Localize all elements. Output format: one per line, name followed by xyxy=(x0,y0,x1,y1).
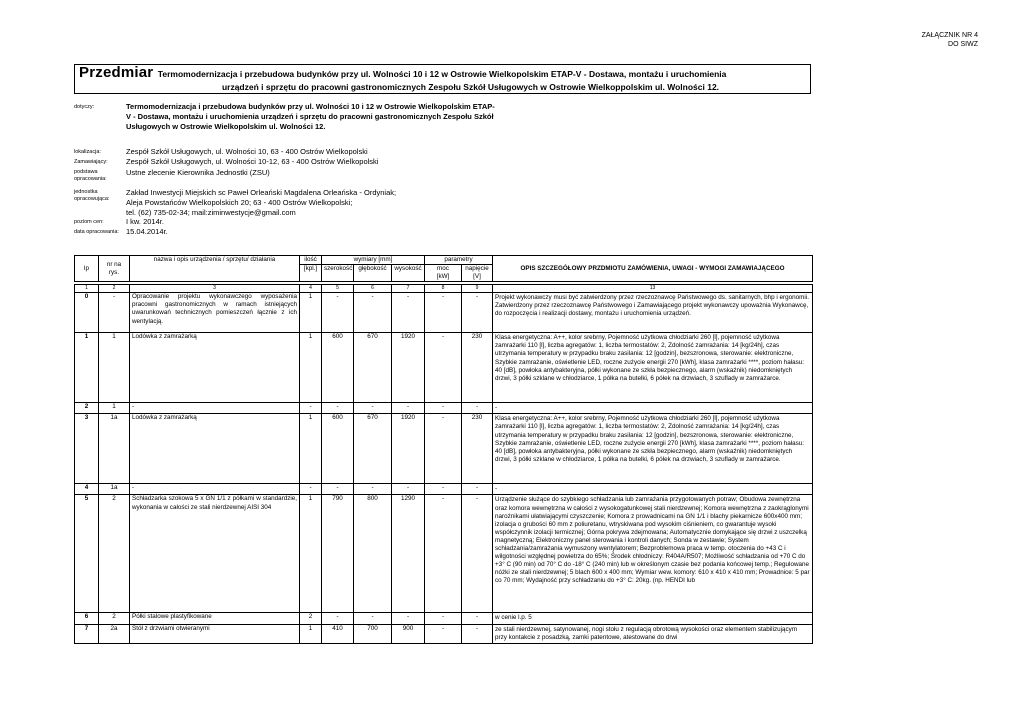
col-number: 3 xyxy=(130,285,300,293)
col-number: 5 xyxy=(322,285,354,293)
cell-width: - xyxy=(322,403,354,414)
col-header-qty-unit: [kpl.] xyxy=(300,265,322,282)
col-header-power xyxy=(425,265,462,282)
table-row xyxy=(75,333,813,403)
header-row-1 xyxy=(75,256,813,265)
basis-label-line1: podstawa xyxy=(74,169,98,175)
voltage-label: napięcie xyxy=(465,265,489,273)
cell-desc: Urządzenie służące do szybkiego schładzania lub zamrażania przygotowanych potraw; Obudowa zewnętrzna oraz komora wewnętrzna w całości z wysokogatunkowej stali nierdzewnej; Komora wewnętrzna z zaokrąglonymi narożnikami ułatwiającymi czyszczenie; Komora z prowadnicami na GN 1/1 i blachy piekarnicze 600x400 mm; izolacja o grubości 60 mm z poliuretanu, wtryskiwana pod wysokim ciśnieniem, co gwarantuje wysoki współczynnik izolacji termicznej; Górna pokrywa zdejmowana; Automatycznie domykające się drzwi z uszczelką magnetyczną; Elektroniczny panel sterowania i kontroli danych; Sonda w zestawie; System schładzania/zamrażania wymuszony wentylatorem; Bezproblemowa praca w temp. otoczenia do +43 C i wilgotności względnej powietrza do 65%; Środek chłodniczy: R404A/R507; Możliwość schładzania od +70 C do +3° C (90 min) od 70° C do -18° C (240 min) lub w określonym czasie bez podania końcowej temp.; Regulowane nóżki ze stali nierdzewnej; 5 blach 600 x 400 mm; Wymiar wew. komory: 610 x 410 x 410 mm; Prowadnice: 5 par co 70 mm; Wydajność przy schładzaniu do +3° C: 20kg. (np. HENDI lub xyxy=(493,495,813,613)
cell-depth: 800 xyxy=(354,495,392,613)
cell-desc: ze stali nierdzewnej, satynowanej, nogi stołu z regulacją obrotową wysokości oraz elementem stabilizującym przy kontakcie z posadzką, zamki patentowe, atestowane do drwi xyxy=(493,624,813,643)
cell-voltage: - xyxy=(462,495,493,613)
unit-value-line3: tel. (62) 735-02-34; mail:ziminwestycje@gmail.com xyxy=(126,208,296,217)
cell-nr: 1 xyxy=(99,333,130,403)
cell-height: - xyxy=(392,403,425,414)
cell-power: - xyxy=(425,414,462,484)
cell-nr: - xyxy=(99,293,130,333)
cell-name: Lodówka z zamrażarką xyxy=(130,333,300,403)
unit-label-line2: opracowująca: xyxy=(74,196,110,202)
cell-lp: 4 xyxy=(75,484,99,495)
cell-width: 410 xyxy=(322,624,354,643)
cell-voltage: - xyxy=(462,403,493,414)
col-header-voltage xyxy=(462,265,493,282)
col-header-height: wysokość xyxy=(392,265,425,282)
cell-width: - xyxy=(322,484,354,495)
cell-depth: 700 xyxy=(354,624,392,643)
table-row xyxy=(75,484,813,495)
cell-voltage: - xyxy=(462,484,493,495)
cell-qty: 1 xyxy=(300,495,322,613)
cell-height: 900 xyxy=(392,624,425,643)
cell-width: 600 xyxy=(322,333,354,403)
cell-name: Stół z drzwiami otwieranymi xyxy=(130,624,300,643)
orderer-label: Zamawiający: xyxy=(74,159,108,165)
cell-height: 1920 xyxy=(392,414,425,484)
cell-power: - xyxy=(425,333,462,403)
col-header-dims: wymiary [mm] xyxy=(322,256,425,265)
title-line1 xyxy=(79,66,806,81)
cell-power: - xyxy=(425,293,462,333)
cell-width: 600 xyxy=(322,414,354,484)
cell-qty: 1 xyxy=(300,414,322,484)
orderer-value: Zespół Szkół Usługowych, ul. Wolności 10-12, 63 - 400 Ostrów Wielkopolski xyxy=(126,157,379,166)
col-header-desc: OPIS SZCZEGÓŁOWY PRZDMIOTU ZAMÓWIENIA, UWAGI - WYMOGI ZAMAWIAJĄCEGO xyxy=(493,256,813,282)
cell-power: - xyxy=(425,484,462,495)
cell-voltage: 230 xyxy=(462,333,493,403)
cell-voltage: - xyxy=(462,624,493,643)
date-value: 15.04.2014r. xyxy=(126,227,168,236)
cell-height: - xyxy=(392,293,425,333)
cell-nr: 2 xyxy=(99,613,130,624)
unit-label-line1: jednostka xyxy=(74,189,98,195)
basis-label-line2: opracowania: xyxy=(74,176,107,182)
col-number: 9 xyxy=(462,285,493,293)
col-header-width: szerokość xyxy=(322,265,354,282)
cell-desc: Klasa energetyczna: A++, kolor srebrny, Pojemność użytkowa chłodziarki 260 [l], pojemność użytkowa zamrażarki 110 [l], liczba agregatów: 1, liczba termostatów: 2, Zdolność zamrażania: 14 [kg/24h], czas utrzymania temperatury w przypadku braku zasilania: 12 [godzin], bezszronowa, sterowanie: elektroniczne, Szybkie zamrażanie, oświetlenie LED, roczne zużycie energii 270 [kWh], klasa zamrażarki ****, poziom hałasu: 40 [dB], powłoka antybakteryjna, półki wykonane ze szkła bezpiecznego, alarm (wskaźnik) niedomkniętych drzwi, 3 półki szklane w chłodziarce, 1 półka na butelki, 6 półek na drzwiach, 3 szuflady w zamrażarce. xyxy=(493,333,813,403)
cell-nr: 1a xyxy=(99,484,130,495)
cell-lp: 1 xyxy=(75,333,99,403)
cell-qty: - xyxy=(300,403,322,414)
col-number: 13 xyxy=(493,285,813,293)
cell-depth: - xyxy=(354,403,392,414)
cell-name: - xyxy=(130,403,300,414)
cell-lp: 7 xyxy=(75,624,99,643)
cell-height: 1290 xyxy=(392,495,425,613)
cell-nr: 2 xyxy=(99,495,130,613)
cell-voltage: 230 xyxy=(462,414,493,484)
cell-nr: 1a xyxy=(99,414,130,484)
table-row xyxy=(75,414,813,484)
cell-depth: 670 xyxy=(354,333,392,403)
title-box xyxy=(74,64,811,94)
quantity-table xyxy=(74,255,813,644)
power-label: moc xyxy=(437,265,449,273)
cell-desc: w cenie l.p. 5 xyxy=(493,613,813,624)
cell-name: - xyxy=(130,484,300,495)
col-header-lp: lp xyxy=(75,256,99,282)
cell-width: 790 xyxy=(322,495,354,613)
cell-desc: - xyxy=(493,403,813,414)
cell-voltage: - xyxy=(462,613,493,624)
col-header-nr: nr na rys. xyxy=(99,256,130,282)
cell-depth: - xyxy=(354,484,392,495)
price-level-label: poziom cen: xyxy=(74,219,104,225)
cell-lp: 5 xyxy=(75,495,99,613)
col-number: 8 xyxy=(425,285,462,293)
table-row xyxy=(75,495,813,613)
cell-power: - xyxy=(425,403,462,414)
attachment-line2: DO SIWZ xyxy=(948,41,978,48)
subject-value: Termomodernizacja i przebudowa budynków przy ul. Wolności 10 i 12 w Ostrowie Wielkopolskim ETAP-V - Dostawa, montażu i uruchomienia urządzeń i sprzętu do pracowni gastronomicznych Zespołu Szkół Usługowych w Ostrowie Wielkopolskim ul. Wolności 12. xyxy=(126,102,495,131)
date-label: data opracowania: xyxy=(74,229,119,235)
unit-value-line2: Aleja Powstańców Wielkopolskich 20; 63 - 400 Ostrów Wielkopolski; xyxy=(126,198,353,207)
cell-qty: 1 xyxy=(300,624,322,643)
cell-nr: 1 xyxy=(99,403,130,414)
cell-name: Opracowanie projektu wykonawczego wyposażenia pracowni gastronomicznych w ramach istniejących uwarunkowań technicznych pomieszczeń łącznie z ich wentylacją. xyxy=(130,293,300,333)
cell-lp: 2 xyxy=(75,403,99,414)
cell-nr: 2a xyxy=(99,624,130,643)
col-header-name: nazwa i opis urządzenia / sprzętu/ działania xyxy=(130,256,300,282)
col-number: 4 xyxy=(300,285,322,293)
cell-width: - xyxy=(322,293,354,333)
cell-qty: - xyxy=(300,484,322,495)
table-row xyxy=(75,624,813,643)
cell-height: - xyxy=(392,484,425,495)
cell-height: - xyxy=(392,613,425,624)
col-number: 6 xyxy=(354,285,392,293)
cell-lp: 0 xyxy=(75,293,99,333)
cell-desc: Klasa energetyczna: A++, kolor srebrny, Pojemność użytkowa chłodziarki 260 [l], pojemność użytkowa zamrażarki 110 [l], liczba agregatów: 1, liczba termostatów: 2, Zdolność zamrażania: 14 [kg/24h], czas utrzymania temperatury w przypadku braku zasilania: 12 [godzin], bezszronowa, sterowanie: elektroniczne, Szybkie zamrażanie, oświetlenie LED, roczne zużycie energii 270 [kWh], klasa zamrażarki ****, poziom hałasu: 40 [dB], powłoka antybakteryjna, półki wykonane ze szkła bezpiecznego, alarm (wskaźnik) niedomkniętych drzwi, 3 półki szklane w chłodziarce, 1 półka na butelki, 6 półek na drzwiach, 3 szuflady w zamrażarce. xyxy=(493,414,813,484)
table-body xyxy=(75,293,813,643)
cell-desc: - xyxy=(493,484,813,495)
table-row xyxy=(75,613,813,624)
table-row xyxy=(75,293,813,333)
cell-width: - xyxy=(322,613,354,624)
basis-label xyxy=(74,169,107,183)
cell-desc: Projekt wykonawczy musi być zatwierdzony przez rzeczoznawcę Państwowego ds. sanitarnych, bhp i ergonomii. Zatwierdzony przez rzeczoznawcę Państwowego i Zamawiającego projekt wykonawczy upoważnia Wykonawcę, do rozpoczęcia i realizacji dostawy, montażu i uruchomienia urządzeń. xyxy=(493,293,813,333)
cell-depth: 670 xyxy=(354,414,392,484)
cell-qty: 1 xyxy=(300,333,322,403)
cell-qty: 2 xyxy=(300,613,322,624)
attachment-label xyxy=(922,31,978,49)
cell-lp: 6 xyxy=(75,613,99,624)
voltage-unit: [V] xyxy=(473,273,481,281)
cell-lp: 3 xyxy=(75,414,99,484)
title-subject: Termomodernizacja i przebudowa budynków przy ul. Wolności 10 i 12 w Ostrowie Wielkopolskim ETAP-V - Dostawa, montażu i uruchomienia xyxy=(157,69,727,79)
cell-power: - xyxy=(425,613,462,624)
subject-label: dotyczy: xyxy=(74,104,95,110)
price-level-value: I kw. 2014r. xyxy=(126,217,164,226)
col-number: 7 xyxy=(392,285,425,293)
cell-name: Lodówka z zamrażarką xyxy=(130,414,300,484)
unit-value xyxy=(126,188,396,218)
col-header-depth: głębokość xyxy=(354,265,392,282)
cell-voltage: - xyxy=(462,293,493,333)
cell-height: 1920 xyxy=(392,333,425,403)
col-number: 2 xyxy=(99,285,130,293)
document-title: Przedmiar xyxy=(79,64,154,81)
cell-depth: - xyxy=(354,293,392,333)
cell-qty: 1 xyxy=(300,293,322,333)
col-number: 1 xyxy=(75,285,99,293)
basis-value: Ustne zlecenie Kierownika Jednostki (ZSU) xyxy=(126,168,270,177)
location-label: lokalizacja: xyxy=(74,149,101,155)
cell-power: - xyxy=(425,624,462,643)
cell-name: Schładzarka szokowa 5 x GN 1/1 z półkami w standardzie, wykonania w całości ze stali nierdzewnej AISI 304 xyxy=(130,495,300,613)
col-header-params: parametry xyxy=(425,256,493,265)
unit-value-line1: Zakład Inwestycji Miejskich sc Paweł Orleański Magdalena Orleańska - Ordyniak; xyxy=(126,188,397,197)
location-value: Zespół Szkół Usługowych, ul. Wolności 10, 63 - 400 Ostrów Wielkopolski xyxy=(126,147,368,156)
unit-label xyxy=(74,189,109,203)
attachment-line1: ZAŁĄCZNIK NR 4 xyxy=(921,32,978,39)
power-unit: [kW] xyxy=(436,273,450,281)
column-number-row xyxy=(75,285,813,293)
cell-depth: - xyxy=(354,613,392,624)
col-header-qty: ilość xyxy=(300,256,322,265)
cell-name: Półki stalowe plastyfikowane xyxy=(130,613,300,624)
cell-power: - xyxy=(425,495,462,613)
table-row xyxy=(75,403,813,414)
title-line2: urządzeń i sprzętu do pracowni gastronomicznych Zespołu Szkół Usługowych w Ostrowie Wielkoppolskim ul. Wolności 12. xyxy=(221,82,720,92)
